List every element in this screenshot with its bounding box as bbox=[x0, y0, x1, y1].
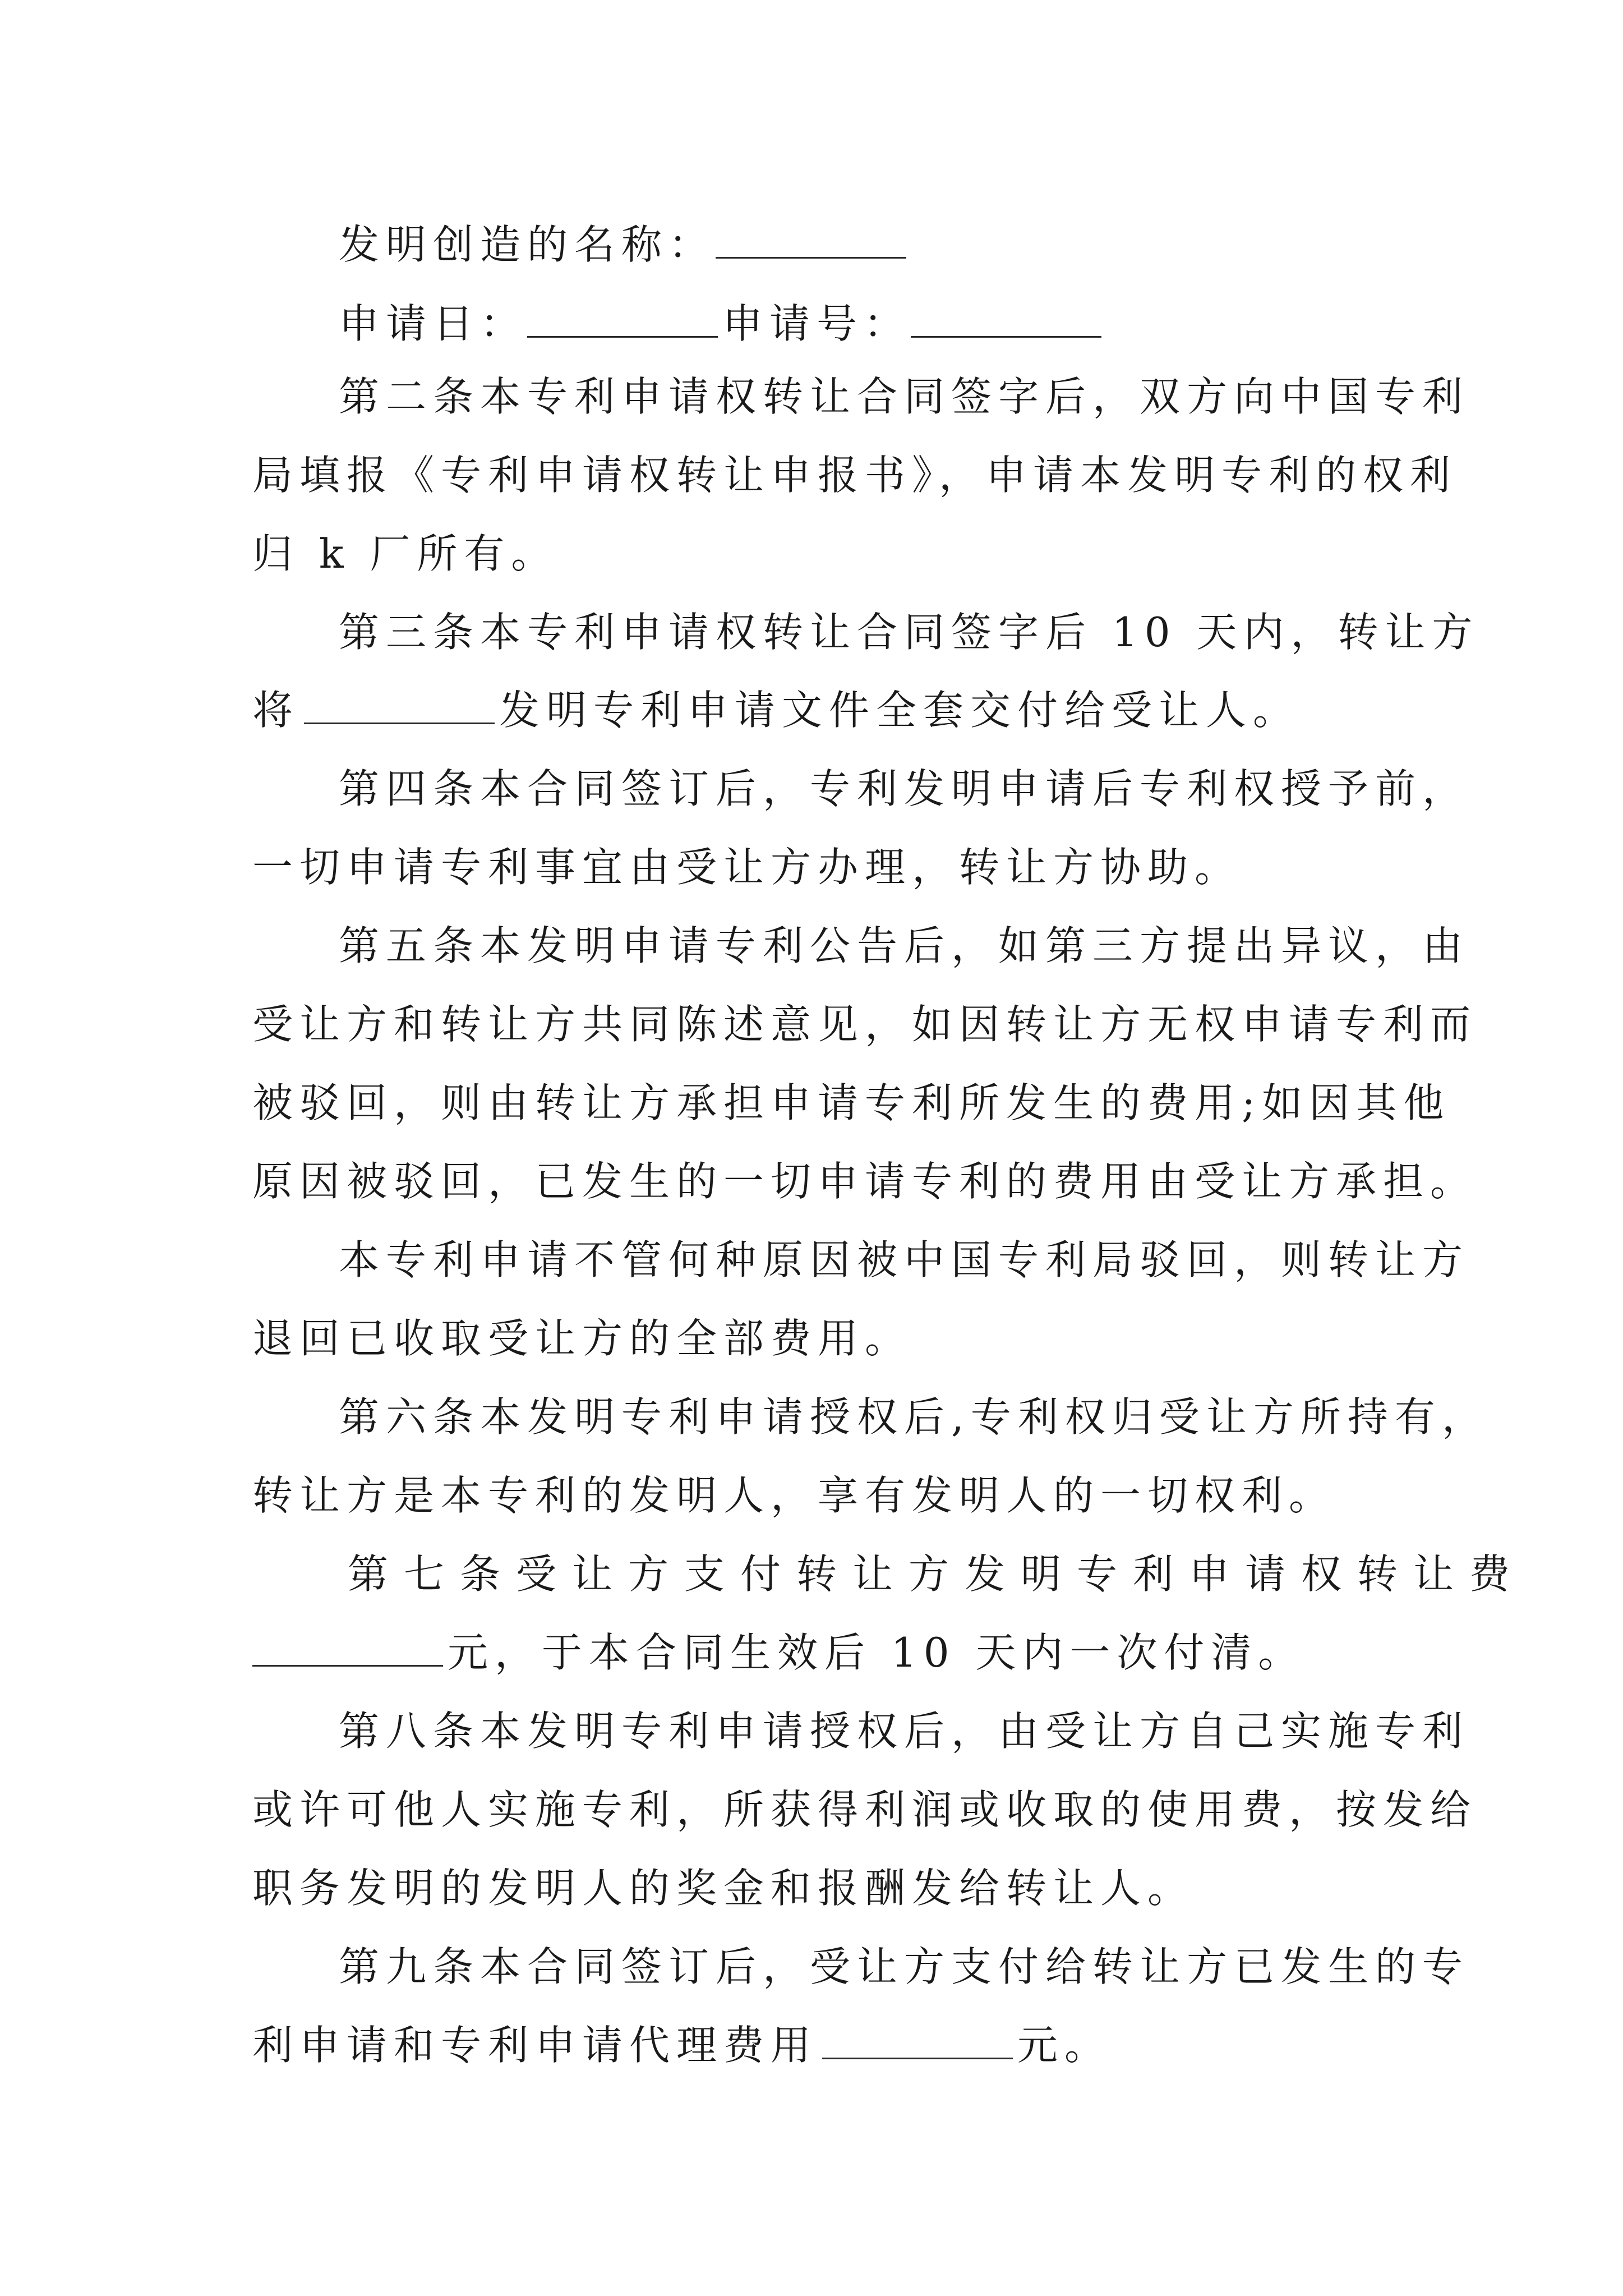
article-4-line-1: 第四条本合同签订后，专利发明申请后专利权授予前， bbox=[339, 765, 1470, 812]
article-5-line-3: 被驳回，则由转让方承担申请专利所发生的费用;如因其他 bbox=[252, 1079, 1451, 1126]
article-8-line-3: 职务发明的发明人的奖金和报酬发给转让人。 bbox=[252, 1865, 1195, 1912]
article-3-line-2 bbox=[252, 682, 1396, 738]
application-number-label: 申请号： bbox=[722, 300, 911, 347]
article-2-line-2: 局填报《专利申请权转让申报书》，申请本发明专利的权利 bbox=[252, 452, 1458, 499]
article-2-line-3: 归 k 厂所有。 bbox=[252, 530, 559, 577]
article-6-line-2: 转让方是本专利的发明人，享有发明人的一切权利。 bbox=[252, 1472, 1336, 1519]
invention-name-row bbox=[339, 217, 1396, 273]
article-3-prefix: 将 bbox=[252, 687, 300, 734]
invention-name-blank bbox=[716, 255, 906, 259]
application-number-blank bbox=[911, 334, 1101, 338]
article-5b-line-2: 退回已收取受让方的全部费用。 bbox=[252, 1315, 912, 1362]
article-7-fee-blank bbox=[252, 1663, 443, 1667]
article-3-suffix: 发明专利申请文件全套交付给受让人。 bbox=[499, 687, 1301, 734]
article-4-line-2: 一切申请专利事宜由受让方办理，转让方协助。 bbox=[252, 844, 1242, 891]
article-8-line-2: 或许可他人实施专利，所获得利润或收取的使用费，按发给 bbox=[252, 1786, 1478, 1833]
article-6-line-1: 第六条本发明专利申请授权后,专利权归受让方所持有， bbox=[339, 1393, 1489, 1441]
article-3-blank bbox=[304, 720, 495, 724]
article-7-line-2 bbox=[252, 1625, 1396, 1681]
article-9-prefix: 利申请和专利申请代理费用 bbox=[252, 2022, 818, 2069]
application-info-row bbox=[339, 296, 1396, 352]
article-9-line-2 bbox=[252, 2017, 1396, 2073]
invention-name-label: 发明创造的名称： bbox=[339, 221, 716, 268]
article-5-line-2: 受让方和转让方共同陈述意见，如因转让方无权申请专利而 bbox=[252, 1001, 1478, 1048]
application-date-label: 申请日： bbox=[339, 300, 528, 347]
application-date-blank bbox=[527, 334, 718, 338]
article-7-line-1: 第七条受让方支付转让方发明专利申请权转让费 bbox=[348, 1550, 1526, 1598]
article-5b-line-1: 本专利申请不管何种原因被中国专利局驳回，则转让方 bbox=[339, 1236, 1470, 1283]
article-9-fee-blank bbox=[822, 2055, 1013, 2059]
article-8-line-1: 第八条本发明专利申请授权后，由受让方自己实施专利 bbox=[339, 1708, 1470, 1755]
article-5-line-4: 原因被驳回，已发生的一切申请专利的费用由受让方承担。 bbox=[252, 1158, 1478, 1205]
article-7-suffix: 元，于本合同生效后 10 天内一次付清。 bbox=[448, 1629, 1306, 1676]
article-9-line-1: 第九条本合同签订后，受让方支付给转让方已发生的专 bbox=[339, 1943, 1470, 1990]
article-2-line-1: 第二条本专利申请权转让合同签字后，双方向中国专利 bbox=[339, 373, 1470, 420]
article-5-line-1: 第五条本发明申请专利公告后，如第三方提出异议，由 bbox=[339, 922, 1470, 969]
article-9-suffix: 元。 bbox=[1017, 2022, 1112, 2069]
article-3-line-1: 第三条本专利申请权转让合同签字后 10 天内，转让方 bbox=[339, 609, 1479, 656]
